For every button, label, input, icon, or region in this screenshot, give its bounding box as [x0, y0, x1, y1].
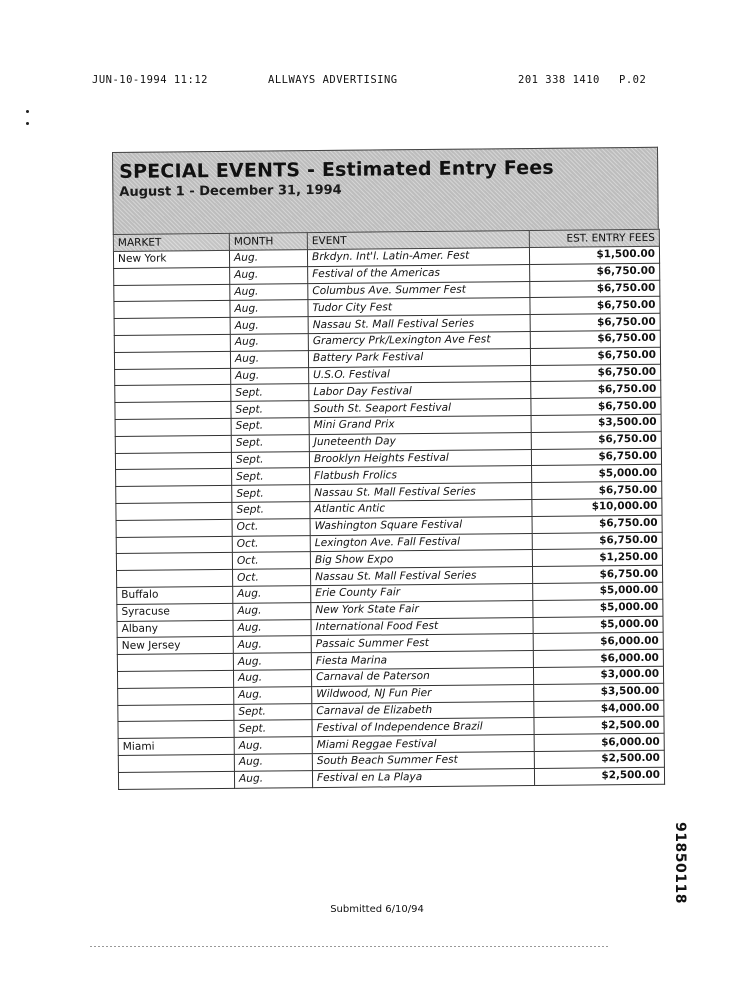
- cell-event: Mini Grand Prix: [309, 415, 531, 434]
- cell-month: Oct.: [233, 569, 311, 587]
- cell-market: [116, 553, 232, 571]
- cell-month: Sept.: [231, 434, 309, 452]
- cell-event: Lexington Ave. Fall Festival: [310, 533, 532, 552]
- cell-fee: $2,500.00: [534, 767, 664, 785]
- cell-event: South Beach Summer Fest: [312, 751, 534, 770]
- date-range: August 1 - December 31, 1994: [119, 182, 342, 200]
- column-header-event: EVENT: [307, 230, 529, 249]
- column-header-month: MONTH: [229, 233, 307, 251]
- cell-month: Aug.: [230, 300, 308, 318]
- cell-event: Battery Park Festival: [308, 348, 530, 367]
- cell-fee: $6,750.00: [530, 263, 660, 281]
- cell-market: [118, 687, 234, 705]
- cell-market: [114, 267, 230, 285]
- cell-event: Wildwood, NJ Fun Pier: [312, 684, 534, 703]
- cell-month: Aug.: [234, 754, 312, 772]
- cell-fee: $1,250.00: [532, 549, 662, 567]
- cell-fee: $6,750.00: [530, 347, 660, 365]
- cell-fee: $5,000.00: [533, 616, 663, 634]
- fax-phone: 201 338 1410: [518, 74, 600, 86]
- cell-fee: $6,000.00: [534, 733, 664, 751]
- cell-market: [116, 469, 232, 487]
- cell-event: Nassau St. Mall Festival Series: [308, 315, 530, 334]
- cell-event: Festival of the Americas: [308, 264, 530, 283]
- cell-month: Sept.: [234, 703, 312, 721]
- cell-month: Aug.: [233, 636, 311, 654]
- special-events-document: [112, 147, 664, 790]
- cell-event: Washington Square Festival: [310, 516, 532, 535]
- cell-month: Aug.: [233, 586, 311, 604]
- cell-market: [115, 435, 231, 453]
- cell-month: Sept.: [231, 401, 309, 419]
- cell-month: Aug.: [234, 770, 312, 788]
- cell-month: Aug.: [233, 602, 311, 620]
- cell-month: Aug.: [233, 619, 311, 637]
- cell-event: Passaic Summer Fest: [311, 634, 533, 653]
- submitted-date: Submitted 6/10/94: [330, 904, 424, 915]
- cell-fee: $3,000.00: [533, 666, 663, 684]
- cell-fee: $5,000.00: [533, 599, 663, 617]
- cell-month: Aug.: [230, 350, 308, 368]
- cell-fee: $6,750.00: [531, 431, 661, 449]
- cell-event: Tudor City Fest: [308, 298, 530, 317]
- cell-market: [114, 318, 230, 336]
- cell-market: Miami: [118, 737, 234, 755]
- cell-market: [116, 486, 232, 504]
- fax-date-time: JUN-10-1994 11:12: [92, 74, 208, 86]
- cell-month: Aug.: [233, 670, 311, 688]
- cell-market: [118, 704, 234, 722]
- cell-market: Buffalo: [117, 586, 233, 604]
- cell-market: [117, 670, 233, 688]
- fax-page-number: P.02: [619, 74, 647, 86]
- cell-fee: $6,750.00: [532, 532, 662, 550]
- cell-month: Sept.: [231, 451, 309, 469]
- cell-fee: $2,500.00: [534, 717, 664, 735]
- cell-event: Festival en La Playa: [312, 768, 534, 787]
- cell-market: [114, 334, 230, 352]
- cell-market: [116, 536, 232, 554]
- fax-sender: ALLWAYS ADVERTISING: [268, 74, 398, 86]
- cell-fee: $3,500.00: [534, 683, 664, 701]
- cell-month: Aug.: [229, 250, 307, 268]
- scan-speck: [26, 122, 29, 125]
- cell-event: Miami Reggae Festival: [312, 735, 534, 754]
- cell-fee: $6,750.00: [532, 515, 662, 533]
- cell-fee: $6,750.00: [532, 565, 662, 583]
- cell-month: Aug.: [234, 737, 312, 755]
- cell-fee: $6,750.00: [530, 280, 660, 298]
- page-title: SPECIAL EVENTS - Estimated Entry Fees: [119, 156, 554, 183]
- cell-market: Syracuse: [117, 603, 233, 621]
- cell-month: Aug.: [230, 283, 308, 301]
- cell-market: [116, 519, 232, 537]
- cell-month: Sept.: [234, 720, 312, 738]
- cell-event: U.S.O. Festival: [309, 365, 531, 384]
- cell-event: Carnaval de Elizabeth: [312, 701, 534, 720]
- title-banner: [112, 147, 659, 234]
- cell-event: Nassau St. Mall Festival Series: [310, 483, 532, 502]
- cell-market: [115, 402, 231, 420]
- cell-market: [118, 754, 234, 772]
- cell-month: Sept.: [231, 418, 309, 436]
- scan-artifact-line: [90, 946, 610, 947]
- cell-market: [114, 301, 230, 319]
- cell-fee: $6,750.00: [530, 297, 660, 315]
- cell-event: Brooklyn Heights Festival: [309, 449, 531, 468]
- column-header-market: MARKET: [113, 233, 229, 251]
- cell-fee: $2,500.00: [534, 750, 664, 768]
- cell-month: Aug.: [233, 653, 311, 671]
- cell-fee: $6,750.00: [531, 448, 661, 466]
- cell-market: [118, 771, 234, 789]
- cell-market: [115, 452, 231, 470]
- cell-event: Brkdyn. Int'l. Latin-Amer. Fest: [307, 247, 529, 266]
- cell-market: [117, 653, 233, 671]
- cell-month: Aug.: [230, 317, 308, 335]
- cell-event: Atlantic Antic: [310, 499, 532, 518]
- cell-month: Aug.: [230, 266, 308, 284]
- cell-fee: $6,000.00: [533, 633, 663, 651]
- cell-market: [114, 351, 230, 369]
- cell-market: [115, 418, 231, 436]
- cell-event: Gramercy Prk/Lexington Ave Fest: [308, 331, 530, 350]
- cell-month: Oct.: [232, 552, 310, 570]
- cell-event: Fiesta Marina: [311, 651, 533, 670]
- cell-month: Aug.: [234, 686, 312, 704]
- cell-fee: $6,750.00: [530, 313, 660, 331]
- cell-market: [118, 721, 234, 739]
- cell-event: Carnaval de Paterson: [311, 667, 533, 686]
- cell-fee: $10,000.00: [532, 498, 662, 516]
- cell-fee: $5,000.00: [532, 465, 662, 483]
- cell-month: Sept.: [232, 485, 310, 503]
- cell-market: [115, 385, 231, 403]
- cell-month: Oct.: [232, 518, 310, 536]
- cell-fee: $3,500.00: [531, 414, 661, 432]
- cell-event: Erie County Fair: [311, 583, 533, 602]
- cell-fee: $5,000.00: [533, 582, 663, 600]
- cell-event: Festival of Independence Brazil: [312, 718, 534, 737]
- fax-header: [92, 74, 652, 90]
- cell-market: New Jersey: [117, 637, 233, 655]
- cell-month: Sept.: [231, 384, 309, 402]
- cell-fee: $6,750.00: [531, 397, 661, 415]
- column-header-fee: EST. ENTRY FEES: [529, 229, 659, 247]
- cell-fee: $6,750.00: [530, 330, 660, 348]
- cell-fee: $6,000.00: [533, 649, 663, 667]
- cell-market: [115, 368, 231, 386]
- cell-month: Sept.: [232, 502, 310, 520]
- cell-month: Aug.: [230, 334, 308, 352]
- scan-speck: [26, 110, 29, 113]
- cell-event: Juneteenth Day: [309, 432, 531, 451]
- cell-event: South St. Seaport Festival: [309, 399, 531, 418]
- cell-fee: $1,500.00: [529, 246, 659, 264]
- cell-market: New York: [113, 250, 229, 268]
- cell-event: Big Show Expo: [310, 550, 532, 569]
- cell-event: New York State Fair: [311, 600, 533, 619]
- cell-month: Oct.: [232, 535, 310, 553]
- cell-market: [117, 570, 233, 588]
- cell-fee: $6,750.00: [531, 364, 661, 382]
- cell-fee: $6,750.00: [531, 381, 661, 399]
- cell-market: Albany: [117, 620, 233, 638]
- cell-event: Columbus Ave. Summer Fest: [308, 281, 530, 300]
- cell-event: Labor Day Festival: [309, 382, 531, 401]
- cell-event: Flatbush Frolics: [310, 466, 532, 485]
- cell-fee: $6,750.00: [532, 481, 662, 499]
- cell-event: International Food Fest: [311, 617, 533, 636]
- cell-market: [116, 502, 232, 520]
- cell-month: Aug.: [231, 367, 309, 385]
- cell-month: Sept.: [232, 468, 310, 486]
- cell-fee: $4,000.00: [534, 700, 664, 718]
- entry-fees-table: [113, 229, 665, 790]
- cell-event: Nassau St. Mall Festival Series: [311, 567, 533, 586]
- document-id-number: 91850118: [672, 822, 688, 904]
- cell-market: [114, 284, 230, 302]
